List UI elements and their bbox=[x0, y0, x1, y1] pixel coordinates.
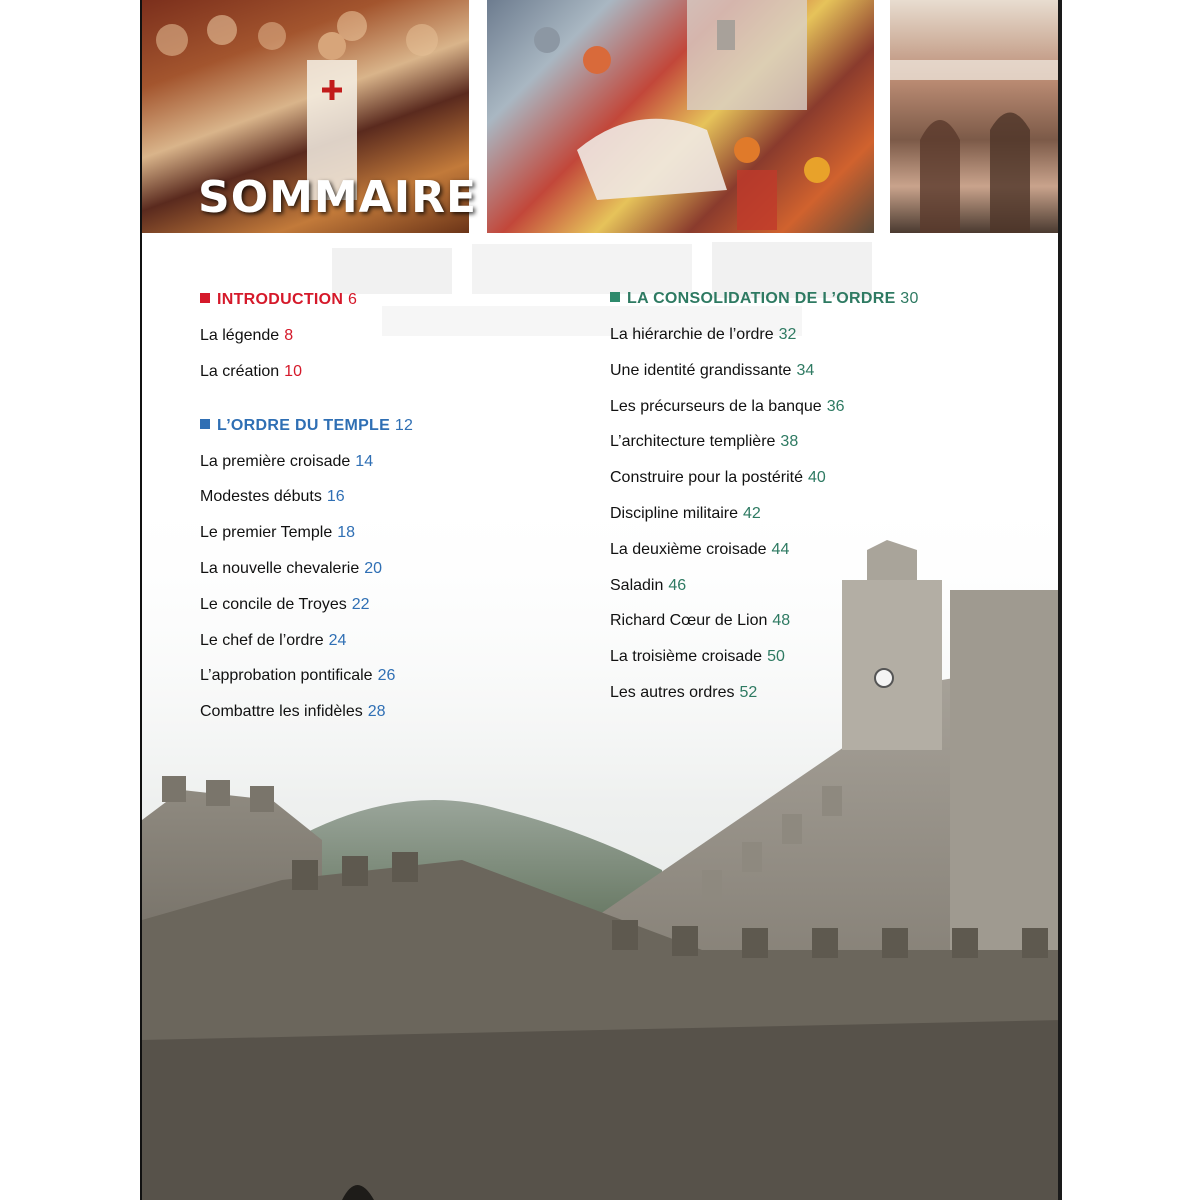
toc-item[interactable] bbox=[610, 647, 919, 683]
toc-right-column bbox=[610, 289, 919, 719]
toc-item-label: Construire pour la postérité bbox=[610, 469, 803, 487]
toc-item-page: 20 bbox=[364, 559, 383, 577]
toc-item[interactable] bbox=[610, 683, 919, 719]
toc-item[interactable] bbox=[610, 468, 919, 504]
toc-item-label: La nouvelle chevalerie bbox=[200, 559, 360, 577]
section-marker-green bbox=[610, 292, 620, 302]
section-marker-blue bbox=[200, 419, 210, 429]
toc-item-page: 44 bbox=[771, 540, 790, 558]
toc-item-page: 32 bbox=[778, 326, 797, 343]
toc-item[interactable] bbox=[610, 361, 919, 397]
section-heading-page: 12 bbox=[394, 416, 414, 434]
toc-item-page: 34 bbox=[796, 361, 815, 379]
toc-item-page: 8 bbox=[284, 327, 294, 344]
toc-item-label: La création bbox=[200, 362, 280, 380]
toc-item-label: Les autres ordres bbox=[610, 683, 735, 701]
toc-item-page: 16 bbox=[326, 488, 345, 506]
toc-item[interactable] bbox=[200, 452, 413, 488]
toc-item[interactable] bbox=[200, 523, 413, 559]
page bbox=[140, 0, 1062, 1200]
toc-item-label: Discipline militaire bbox=[610, 504, 739, 522]
section-heading-consolidation[interactable] bbox=[610, 289, 919, 325]
toc-item-label: Modestes débuts bbox=[200, 488, 322, 506]
toc-item-page: 24 bbox=[328, 631, 347, 649]
toc-item-label: L’approbation pontificale bbox=[200, 667, 373, 685]
toc-item[interactable] bbox=[200, 559, 413, 595]
toc-item-label: Richard Cœur de Lion bbox=[610, 612, 768, 630]
toc-item-page: 10 bbox=[284, 362, 302, 380]
toc-item-label: La deuxième croisade bbox=[610, 540, 767, 558]
toc-item[interactable] bbox=[610, 325, 919, 361]
section-heading-label: L’ORDRE DU TEMPLE bbox=[217, 416, 391, 434]
toc-item[interactable] bbox=[200, 326, 413, 362]
toc-item[interactable] bbox=[610, 540, 919, 576]
toc-item-page: 48 bbox=[772, 612, 791, 630]
toc-item-page: 38 bbox=[780, 433, 799, 451]
toc-item-label: Le concile de Troyes bbox=[200, 595, 347, 613]
toc-item-page: 22 bbox=[351, 595, 370, 613]
toc-item-label: La hiérarchie de l’ordre bbox=[610, 326, 774, 343]
toc-item-page: 36 bbox=[826, 397, 845, 415]
toc-item[interactable] bbox=[610, 397, 919, 433]
section-marker-red bbox=[200, 293, 210, 303]
page-title: SOMMAIRE bbox=[198, 172, 478, 223]
section-heading-introduction[interactable] bbox=[200, 290, 413, 326]
toc-item[interactable] bbox=[200, 631, 413, 667]
toc-item[interactable] bbox=[610, 611, 919, 647]
toc-item[interactable] bbox=[610, 576, 919, 612]
toc-item[interactable] bbox=[200, 595, 413, 631]
toc-item-label: Combattre les infidèles bbox=[200, 703, 363, 721]
toc-item-page: 52 bbox=[739, 683, 758, 701]
toc-item-page: 46 bbox=[668, 576, 687, 594]
toc-item[interactable] bbox=[610, 504, 919, 540]
section-heading-label: LA CONSOLIDATION DE L’ORDRE bbox=[627, 290, 896, 307]
toc-item[interactable] bbox=[200, 362, 413, 398]
toc-item-page: 42 bbox=[743, 504, 761, 522]
toc-item-label: La légende bbox=[200, 327, 280, 344]
photo-chapel-interior bbox=[890, 0, 1062, 233]
toc-item-label: La troisième croisade bbox=[610, 648, 763, 666]
toc-item-page: 26 bbox=[377, 667, 396, 685]
section-heading-page: 30 bbox=[900, 290, 919, 307]
toc-left-column bbox=[200, 290, 413, 738]
section-heading-page: 6 bbox=[348, 291, 358, 308]
toc-item-page: 18 bbox=[337, 524, 356, 542]
toc-item[interactable] bbox=[200, 666, 413, 702]
toc-item-label: L’architecture templière bbox=[610, 433, 776, 451]
toc-item[interactable] bbox=[200, 702, 413, 738]
section-heading-ordre-du-temple[interactable] bbox=[200, 416, 413, 452]
toc-item-page: 50 bbox=[767, 648, 785, 666]
toc-item-label: Les précurseurs de la banque bbox=[610, 397, 822, 415]
toc-item-page: 40 bbox=[807, 469, 826, 487]
section-heading-label: INTRODUCTION bbox=[217, 291, 344, 308]
toc-item-page: 28 bbox=[367, 703, 386, 721]
painting-crusader-battle bbox=[487, 0, 874, 233]
toc-item[interactable] bbox=[200, 487, 413, 523]
toc-item-label: Saladin bbox=[610, 576, 664, 594]
toc-item-page: 14 bbox=[355, 452, 374, 470]
toc-item-label: La première croisade bbox=[200, 452, 351, 470]
toc-item-label: Une identité grandissante bbox=[610, 361, 792, 379]
toc-item-label: Le premier Temple bbox=[200, 524, 333, 542]
toc-item[interactable] bbox=[610, 432, 919, 468]
page-edge bbox=[1058, 0, 1062, 1200]
toc-item-label: Le chef de l’ordre bbox=[200, 631, 324, 649]
